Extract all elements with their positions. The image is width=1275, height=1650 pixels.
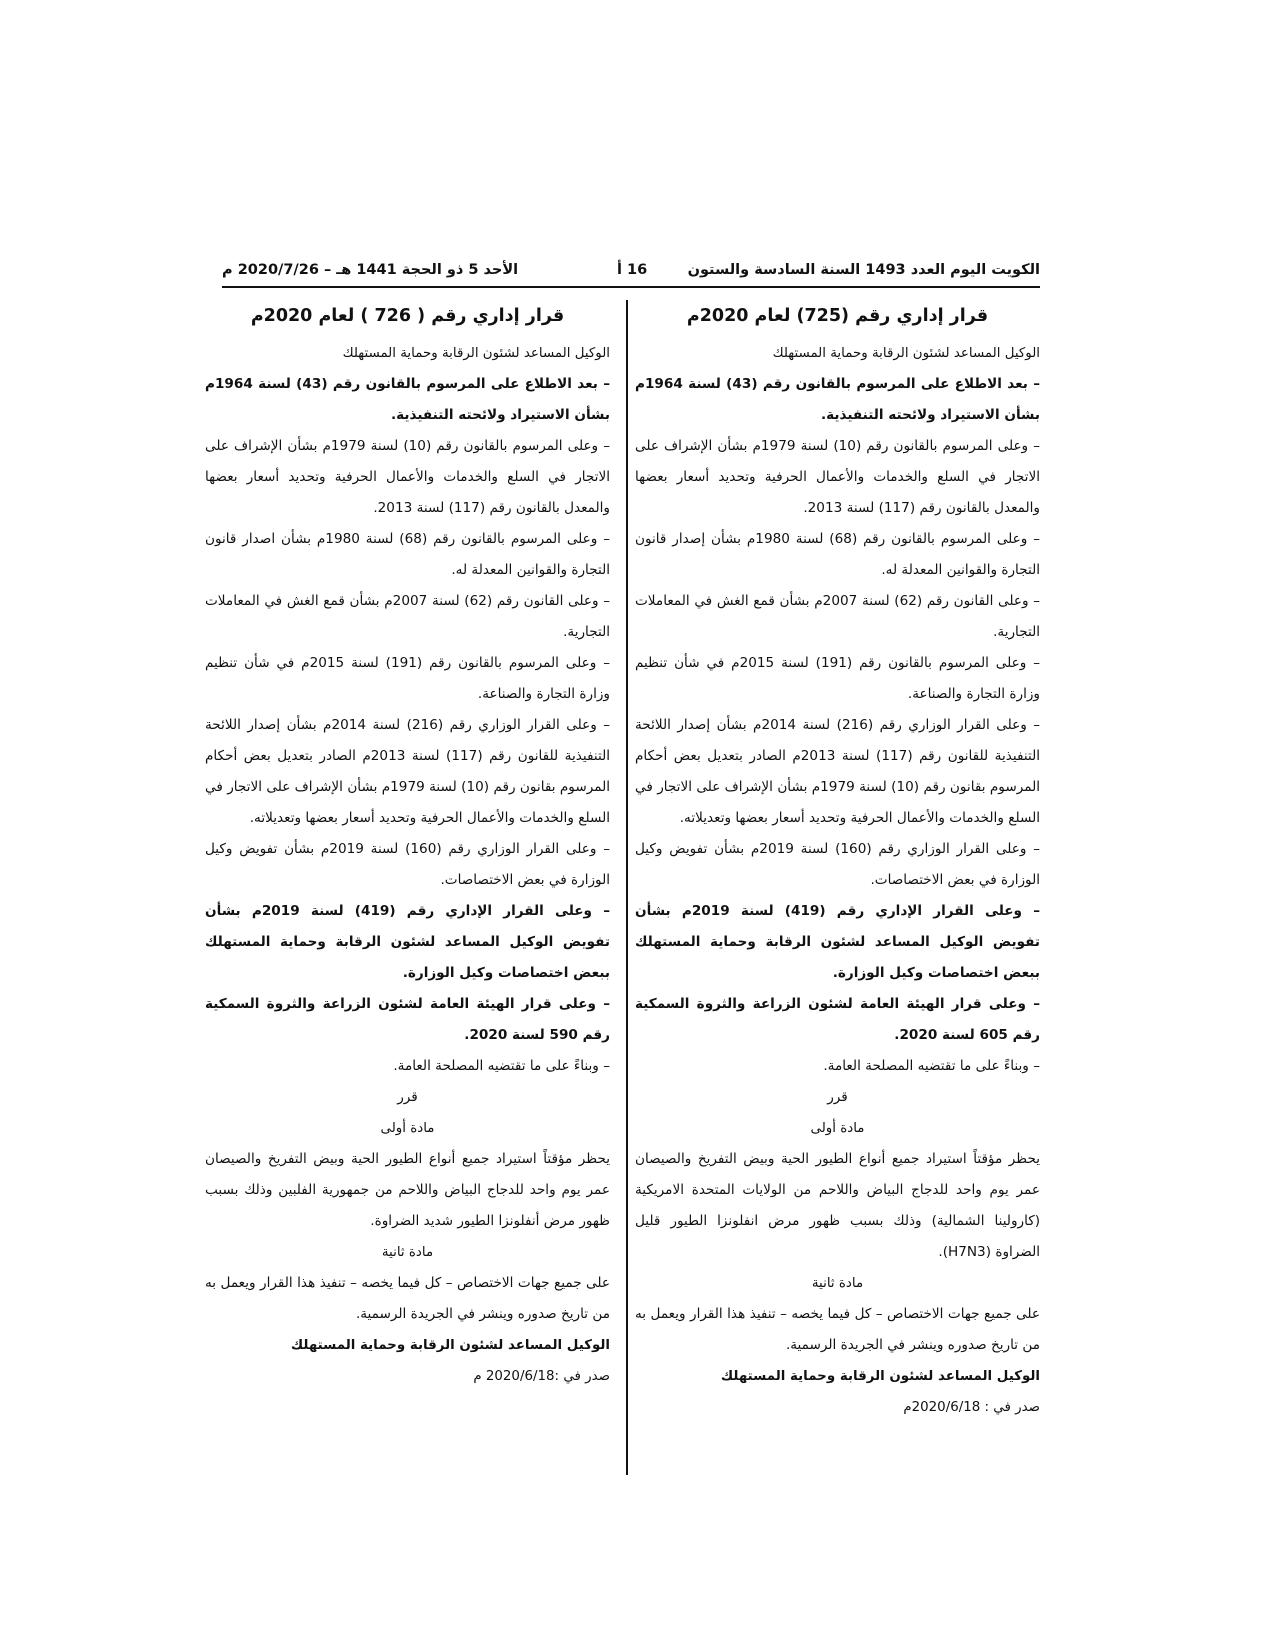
decision-725-title: قرار إداري رقم (725) لعام 2020م (686, 306, 989, 326)
header-date: الأحد 5 ذو الحجة 1441 هـ – 2020/7/26 م (222, 262, 519, 278)
recital: – وعلى القرار الإداري رقم (419) لسنة 2019م بشأن تفويض الوكيل المساعد لشئون الرقابة وحماية المستهلك ببعض اختصاصات وكيل الوزارة. (635, 903, 1040, 981)
recital: – وعلى المرسوم بالقانون رقم (191) لسنة 2015م في شأن تنظيم وزارة التجارة والصناعة. (635, 655, 1040, 702)
recital: – وعلى القرار الوزاري رقم (216) لسنة 2014م بشأن إصدار اللائحة التنفيذية للقانون رقم (117) لسنة 2013م الصادر بتعديل بعض أحكام المرسوم بقانون رقم (10) لسنة 1979م بشأن الإشراف على الاتجار في السلع والخدمات والأعمال الحرفية وتحديد أسعار بعضها وتعديلاته. (635, 717, 1041, 826)
recital: – وعلى القرار الوزاري رقم (160) لسنة 2019م بشأن تفويض وكيل الوزارة في بعض الاختصاصات. (205, 841, 611, 888)
recital: – وعلى القرار الوزاري رقم (216) لسنة 2014م بشأن إصدار اللائحة التنفيذية للقانون رقم (117) لسنة 2013م الصادر بتعديل بعض أحكام المرسوم بقانون رقم (10) لسنة 1979م بشأن الإشراف على الاتجار في السلع والخدمات والأعمال الحرفية وتحديد أسعار بعضها وتعديلاته. (205, 717, 611, 826)
decided-heading: قرر (827, 1089, 848, 1105)
article-2-text: على جميع جهات الاختصاص – كل فيما يخصه – تنفيذ هذا القرار ويعمل به من تاريخ صدوره وينشر في الجريدة الرسمية. (635, 1306, 1040, 1353)
issue-date: صدر في :2020/6/18 م (473, 1369, 610, 1384)
gazette-header (222, 258, 1040, 284)
recital: – وعلى قرار الهيئة العامة لشئون الزراعة والثروة السمكية رقم 590 لسنة 2020. (205, 996, 610, 1043)
decision-725-issuer: الوكيل المساعد لشئون الرقابة وحماية المستهلك (772, 346, 1040, 361)
recital: – بعد الاطلاع على المرسوم بالقانون رقم (43) لسنة 1964م بشأن الاستيراد ولائحته التنفيذية. (205, 376, 610, 423)
column-divider (626, 300, 628, 1475)
recital: – وعلى القرار الوزاري رقم (160) لسنة 2019م بشأن تفويض وكيل الوزارة في بعض الاختصاصات. (635, 841, 1041, 888)
recital: – وبناءً على ما تقتضيه المصلحة العامة. (393, 1058, 610, 1074)
recital: – وعلى المرسوم بالقانون رقم (10) لسنة 1979م بشأن الإشراف على الاتجار في السلع والخدمات والأعمال الحرفية وتحديد أسعار بعضها والمعدل بالقانون رقم (117) لسنة 2013. (205, 438, 610, 516)
header-issue-info: الكويت اليوم العدد 1493 السنة السادسة والستون (687, 262, 1040, 278)
header-divider (222, 286, 1040, 288)
recital: – وعلى القانون رقم (62) لسنة 2007م بشأن قمع الغش في المعاملات التجارية. (205, 593, 610, 640)
decision-726-issuer: الوكيل المساعد لشئون الرقابة وحماية المستهلك (342, 346, 610, 361)
article-2-label: مادة ثانية (811, 1276, 864, 1291)
recital: – وبناءً على ما تقتضيه المصلحة العامة. (823, 1058, 1040, 1074)
decided-heading: قرر (397, 1089, 418, 1105)
article-1-text: يحظر مؤقتاً استيراد جميع أنواع الطيور الحية وبيض التفريخ والصيصان عمر يوم واحد للدجاج البياض واللاحم من جمهورية الفلبين وذلك بسبب ظهور مرض أنفلونزا الطيور شديد الضراوة. (205, 1151, 610, 1229)
article-1-label: مادة أولى (810, 1121, 865, 1136)
issue-date: صدر في : 2020/6/18م (903, 1400, 1040, 1415)
recital: – وعلى المرسوم بالقانون رقم (68) لسنة 1980م بشأن إصدار قانون التجارة والقوانين المعدلة له. (635, 531, 1040, 578)
recital: – وعلى المرسوم بالقانون رقم (10) لسنة 1979م بشأن الإشراف على الاتجار في السلع والخدمات والأعمال الحرفية وتحديد أسعار بعضها والمعدل بالقانون رقم (117) لسنة 2013. (635, 438, 1040, 516)
signature: الوكيل المساعد لشئون الرقابة وحماية المستهلك (290, 1338, 610, 1353)
recital: – وعلى المرسوم بالقانون رقم (68) لسنة 1980م بشأن اصدار قانون التجارة والقوانين المعدلة له. (205, 531, 610, 578)
article-2-text: على جميع جهات الاختصاص – كل فيما يخصه – تنفيذ هذا القرار ويعمل به من تاريخ صدوره وينشر في الجريدة الرسمية. (205, 1275, 610, 1322)
page-number: 16 أ (617, 262, 648, 278)
article-1-text: يحظر مؤقتاً استيراد جميع أنواع الطيور الحية وبيض التفريخ والصيصان عمر يوم واحد للدجاج البياض واللاحم من الولايات المتحدة الامريكية (كارولينا الشمالية) وذلك بسبب ظهور مرض انفلونزا الطيور قليل الضراوة (H7N3). (635, 1151, 1040, 1260)
recital: – بعد الاطلاع على المرسوم بالقانون رقم (43) لسنة 1964م بشأن الاستيراد ولائحته التنفيذية. (635, 376, 1040, 423)
recital: – وعلى القرار الإداري رقم (419) لسنة 2019م بشأن تفويض الوكيل المساعد لشئون الرقابة وحماية المستهلك ببعض اختصاصات وكيل الوزارة. (205, 903, 610, 981)
recital: – وعلى قرار الهيئة العامة لشئون الزراعة والثروة السمكية رقم 605 لسنة 2020. (635, 996, 1040, 1043)
article-2-label: مادة ثانية (381, 1245, 434, 1260)
decision-726-title: قرار إداري رقم ( 726 ) لعام 2020م (250, 306, 565, 326)
article-1-label: مادة أولى (380, 1121, 435, 1136)
decision-726-column (205, 298, 610, 1392)
decision-725-column (635, 298, 1040, 1423)
recital: – وعلى المرسوم بالقانون رقم (191) لسنة 2015م في شأن تنظيم وزارة التجارة والصناعة. (205, 655, 610, 702)
signature: الوكيل المساعد لشئون الرقابة وحماية المستهلك (720, 1369, 1040, 1384)
recital: – وعلى القانون رقم (62) لسنة 2007م بشأن قمع الغش في المعاملات التجارية. (635, 593, 1040, 640)
